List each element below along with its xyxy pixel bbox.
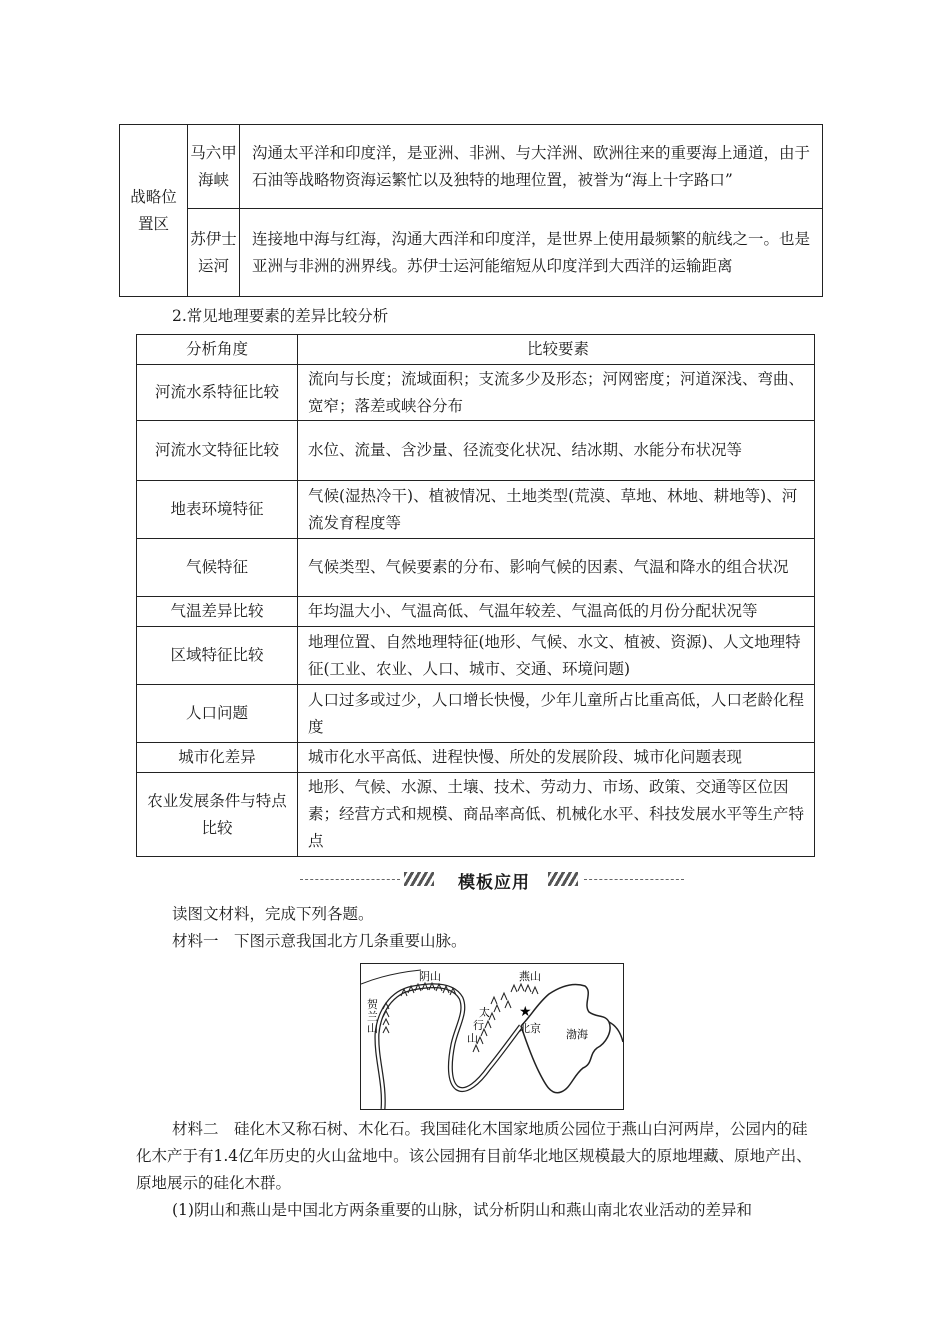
row-value: 地理位置、自然地理特征(地形、气候、水文、植被、资源)、人文地理特征(工业、农业、人口、城市、交通、环境问题) — [298, 627, 815, 685]
suez-desc-cell: 连接地中海与红海，沟通大西洋和印度洋，是世界上使用最频繁的航线之一。也是亚洲与非洲的洲界线。苏伊士运河能缩短从印度洋到大西洋的运输距离 — [240, 209, 823, 297]
row-value: 城市化水平高低、进程快慢、所处的发展阶段、城市化问题表现 — [298, 743, 815, 773]
section-heading-2: 2.常见地理要素的差异比较分析 — [172, 307, 389, 325]
category-cell: 战略位置区 — [120, 125, 188, 297]
map-drawing — [361, 964, 623, 1109]
row-key: 地表环境特征 — [137, 481, 298, 539]
label-helan-3: 山 — [367, 1022, 378, 1035]
row-value: 人口过多或过少，人口增长快慢，少年儿童所占比重高低，人口老龄化程度 — [298, 685, 815, 743]
header-angle: 分析角度 — [137, 335, 298, 365]
malacca-name-cell: 马六甲海峡 — [188, 125, 240, 209]
question-1-text: (1)阴山和燕山是中国北方两条重要的山脉，试分析阴山和燕山南北农业活动的差异和 — [172, 1201, 752, 1219]
malacca-desc-cell: 沟通太平洋和印度洋，是亚洲、非洲、与大洋洲、欧洲往来的重要海上通道，由于石油等战略物资海运繁忙以及独特的地理位置，被誉为“海上十字路口” — [240, 125, 823, 209]
row-value: 气候(湿热冷干)、植被情况、土地类型(荒漠、草地、林地、耕地等)、河流发育程度等 — [298, 481, 815, 539]
row-value: 年均温大小、气温高低、气温年较差、气温高低的月份分配状况等 — [298, 597, 815, 627]
row-key: 人口问题 — [137, 685, 298, 743]
yellow-river — [377, 986, 521, 1109]
row-value: 流向与长度；流域面积；支流多少及形态；河网密度；河道深浅、弯曲、宽窄；落差或峡谷分布 — [298, 365, 815, 421]
row-value: 水位、流量、含沙量、径流变化状况、结冰期、水能分布状况等 — [298, 421, 815, 481]
label-yanshan: 燕山 — [519, 970, 541, 983]
row-key: 河流水文特征比较 — [137, 421, 298, 481]
row-key: 气候特征 — [137, 539, 298, 597]
label-yinshan: 阴山 — [419, 970, 441, 983]
strategic-location-table — [119, 124, 823, 297]
row-value: 地形、气候、水源、土壤、技术、劳动力、市场、政策、交通等区位因素；经营方式和规模、商品率高低、机械化水平、科技发展水平等生产特点 — [298, 773, 815, 857]
mountain-map — [360, 963, 624, 1110]
suez-name-cell: 苏伊士运河 — [188, 209, 240, 297]
row-value: 气候类型、气候要素的分布、影响气候的因素、气温和降水的组合状况 — [298, 539, 815, 597]
label-beijing: 北京 — [519, 1022, 541, 1035]
divider-line-right — [584, 879, 684, 880]
comparison-table — [136, 334, 815, 857]
hatch-decoration-right — [548, 872, 578, 886]
row-key: 河流水系特征比较 — [137, 365, 298, 421]
label-taihang-1: 太 — [479, 1006, 490, 1019]
row-key: 区域特征比较 — [137, 627, 298, 685]
template-application-banner — [300, 868, 690, 892]
label-bohai: 渤海 — [566, 1028, 588, 1041]
row-key: 城市化差异 — [137, 743, 298, 773]
beijing-star-icon: ★ — [519, 1004, 532, 1020]
divider-line-left — [300, 879, 400, 880]
label-taihang-3: 山 — [467, 1032, 478, 1045]
label-helan-2: 兰 — [367, 1010, 378, 1023]
intro-text: 读图文材料，完成下列各题。 — [172, 905, 374, 923]
material-1-text: 材料一 下图示意我国北方几条重要山脉。 — [172, 932, 467, 950]
row-key: 农业发展条件与特点比较 — [137, 773, 298, 857]
header-elements: 比较要素 — [298, 335, 815, 365]
hatch-decoration-left — [404, 872, 434, 886]
row-key: 气温差异比较 — [137, 597, 298, 627]
label-helan-1: 贺 — [367, 998, 378, 1011]
label-taihang-2: 行 — [473, 1019, 484, 1032]
yanshan-range — [511, 984, 538, 994]
material-2-text: 材料二 硅化木又称石树、木化石。我国硅化木国家地质公园位于燕山白河两岸，公园内的硅化木产于有1.4亿年历史的火山盆地中。该公园拥有目前华北地区规模最大的原地埋藏、原地产出、原地展示的硅化木群。 — [136, 1120, 812, 1192]
section-title: 模板应用 — [458, 873, 530, 893]
